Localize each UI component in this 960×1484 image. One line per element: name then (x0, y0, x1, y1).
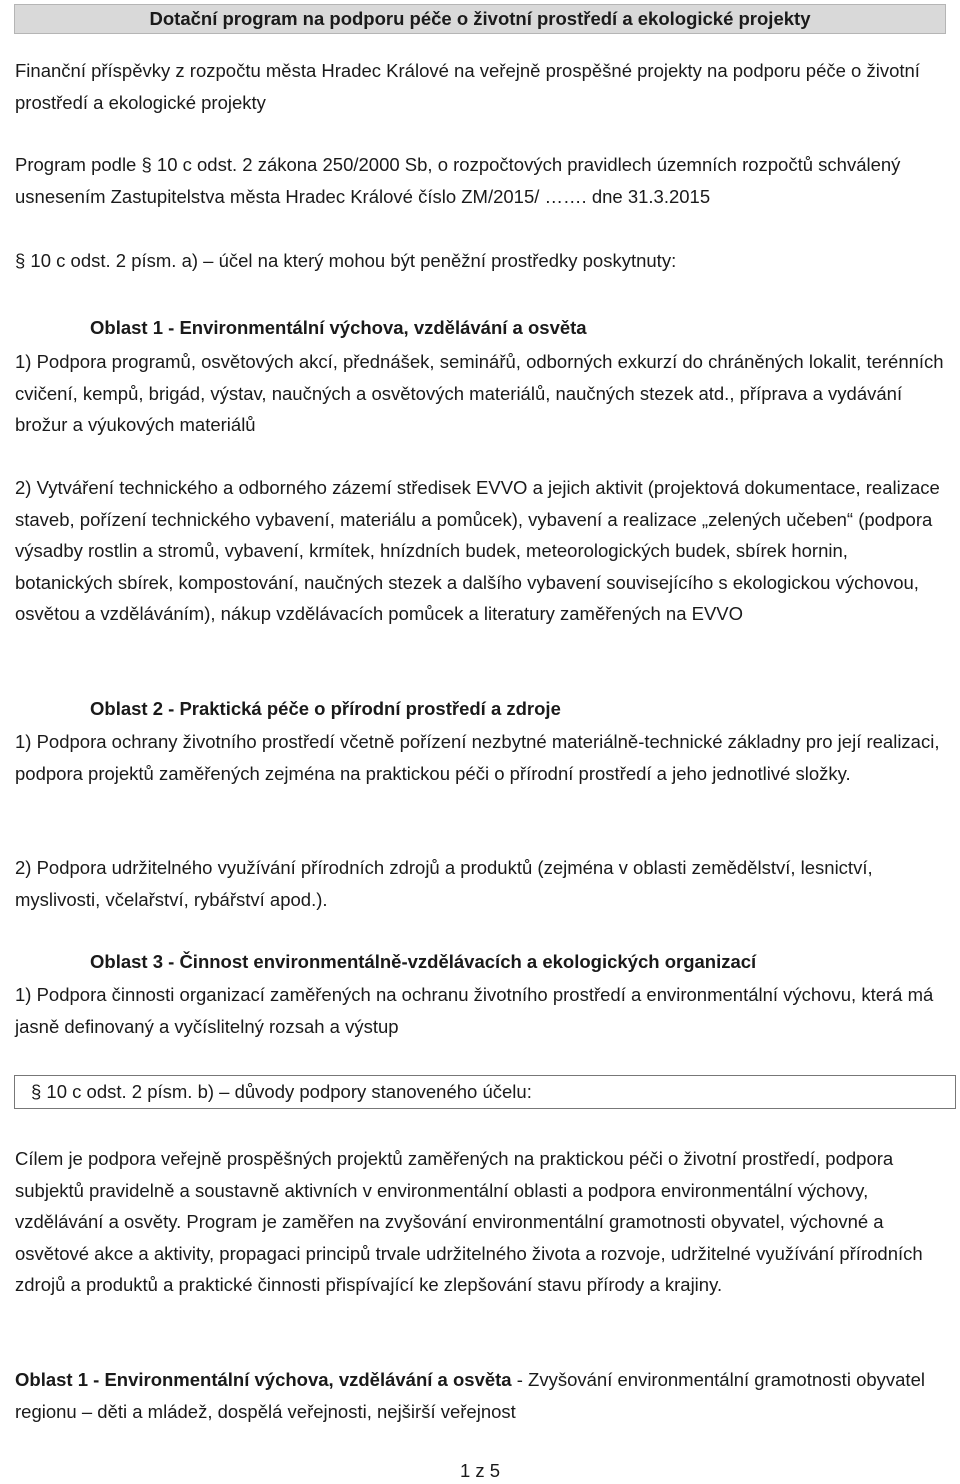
oblast2-item1: 1) Podpora ochrany životního prostředí včetně pořízení nezbytné materiálně-technické základny pro její realizaci, podpora projektů zaměřených zejména na praktickou péči o přírodní prostředí a jeho jednotlivé složky. (15, 731, 940, 784)
oblast2-item2: 2) Podpora udržitelného využívání přírodních zdrojů a produktů (zejména v oblasti zemědělství, lesnictví, myslivosti, včelařství, rybářství apod.). (15, 857, 873, 910)
final-rest-text: - Zvyšování environmentální gramotnosti obyvatel regionu – děti a mládež, dospělá veřejnosti, nejširší veřejnost (15, 1369, 925, 1422)
section-b-heading: § 10 c odst. 2 písm. b) – důvody podpory stanoveného účelu: (14, 1075, 956, 1109)
intro-paragraph: Finanční příspěvky z rozpočtu města Hradec Králové na veřejně prospěšné projekty na podporu péče o životní prostředí a ekologické projekty (15, 60, 920, 113)
oblast1-item1: 1) Podpora programů, osvětových akcí, přednášek, seminářů, odborných exkurzí do chráněných lokalit, terénních cvičení, kempů, brigád, výstav, naučných a osvětových materiálů, naučných stezek atd., příprava a vydávání brožur a výukových materiálů (15, 351, 944, 435)
oblast1-heading: Oblast 1 - Environmentální výchova, vzdělávání a osvěta (90, 317, 587, 338)
oblast1-item2: 2) Vytváření technického a odborného zázemí středisek EVVO a jejich aktivit (projektová dokumentace, realizace staveb, pořízení technického vybavení, materiálu a pomůcek), vybavení a realizace „zelených učeben“ (podpora výsadby rostlin a stromů, vybavení, krmítek, hnízdních budek, meteorologických budek, sbírek hornin, botanických sbírek, kompostování, naučných stezek a dalšího vybavení souvisejícího s ekologickou výchovou, osvětou a vzděláváním), nákup vzdělávacích pomůcek a literatury zaměřených na EVVO (15, 477, 940, 624)
document-title: Dotační program na podporu péče o životní prostředí a ekologické projekty (14, 4, 946, 34)
oblast3-item1: 1) Podpora činnosti organizací zaměřených na ochranu životního prostředí a environmentální výchovu, která má jasně definovaný a vyčíslitelný rozsah a výstup (15, 984, 934, 1037)
cil-paragraph: Cílem je podpora veřejně prospěšných projektů zaměřených na praktickou péči o životní prostředí, podpora subjektů pravidelně a soustavně aktivních v environmentální oblasti a podpora environmentální výchovy, vzdělávání a osvěty. Program je zaměřen na zvyšování environmentální gramotnosti obyvatel, výchovné a osvětové akce a aktivity, propagaci principů trvale udržitelného života a rozvoje, udržitelné využívání přírodních zdrojů a produktů a praktické činnosti přispívající ke zlepšování stavu přírody a krajiny. (15, 1148, 923, 1295)
page-number: 1 z 5 (459, 1460, 501, 1481)
program-paragraph: Program podle § 10 c odst. 2 zákona 250/2000 Sb, o rozpočtových pravidlech územních rozpočtů schválený usnesením Zastupitelstva města Hradec Králové číslo ZM/2015/ ……. dne 31.3.2015 (15, 154, 901, 207)
oblast3-heading: Oblast 3 - Činnost environmentálně-vzdělávacích a ekologických organizací (90, 951, 757, 972)
final-bold-heading: Oblast 1 - Environmentální výchova, vzdělávání a osvěta (15, 1369, 512, 1390)
final-paragraph (15, 1364, 945, 1427)
section-a-heading: § 10 c odst. 2 písm. a) – účel na který mohou být peněžní prostředky poskytnuty: (15, 250, 677, 271)
oblast2-heading: Oblast 2 - Praktická péče o přírodní prostředí a zdroje (90, 698, 561, 719)
